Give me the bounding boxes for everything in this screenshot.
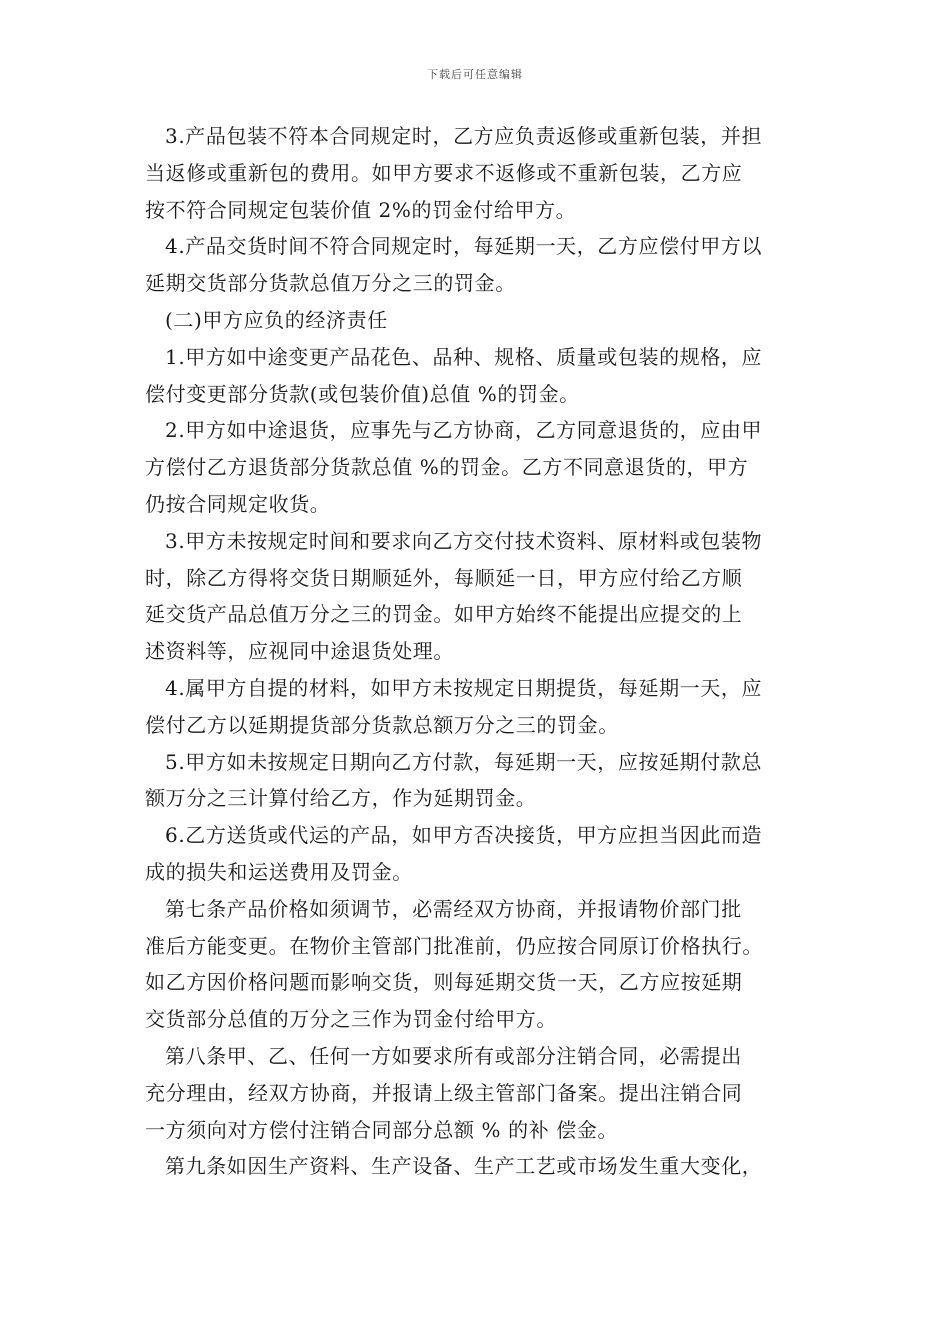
paragraph-line: 1.甲方如中途变更产品花色、品种、规格、质量或包装的规格，应 (165, 344, 763, 369)
paragraph (145, 817, 810, 891)
paragraph-line: 一方须向对方偿付注销合同部分总额 % 的补 偿金。 (145, 1117, 619, 1142)
paragraph-line: 如乙方因价格问题而影响交货，则每延期交货一天，乙方应按延期 (145, 970, 743, 995)
paragraph-line: 仍按合同规定收货。 (145, 491, 331, 516)
paragraph-line: 延交货产品总值万分之三的罚金。如甲方始终不能提出应提交的上 (145, 602, 743, 627)
paragraph-line: 交货部分总值的万分之三作为罚金付给甲方。 (145, 1007, 557, 1032)
paragraph-line: 按不符合同规定包装价值 2%的罚金付给甲方。 (145, 197, 577, 222)
paragraph-line: 5.甲方如未按规定日期向乙方付款，每延期一天，应按延期付款总 (165, 749, 763, 774)
document-body (145, 118, 810, 1185)
paragraph (145, 891, 810, 1038)
paragraph (145, 744, 810, 818)
paragraph-line: 偿付乙方以延期提货部分货款总额万分之三的罚金。 (145, 712, 619, 737)
paragraph (145, 118, 810, 228)
paragraph-line: 准后方能变更。在物价主管部门批准前，仍应按合同原订价格执行。 (145, 933, 763, 958)
paragraph-line: 第八条甲、乙、任何一方如要求所有或部分注销合同，必需提出 (165, 1043, 742, 1068)
paragraph-line: 6.乙方送货或代运的产品，如甲方否决接货，甲方应担当因此而造 (165, 823, 763, 848)
paragraph-line: 当返修或重新包的费用。如甲方要求不返修或不重新包装，乙方应 (145, 160, 743, 185)
paragraph-line: 4.属甲方自提的材料，如甲方未按规定日期提货，每延期一天，应 (165, 675, 763, 700)
paragraph-line: 3.甲方未按规定时间和要求向乙方交付技术资料、原材料或包装物 (165, 528, 763, 553)
paragraph-line: 延期交货部分货款总值万分之三的罚金。 (145, 271, 516, 296)
paragraph-line: 4.产品交货时间不符合同规定时，每延期一天，乙方应偿付甲方以 (165, 234, 763, 259)
paragraph-line: 成的损失和运送费用及罚金。 (145, 859, 413, 884)
paragraph-line: 第七条产品价格如须调节，必需经双方协商，并报请物价部门批 (165, 896, 742, 921)
paragraph-line: 述资料等，应视同中途退货处理。 (145, 639, 454, 664)
paragraph-line: 充分理由，经双方协商，并报请上级主管部门备案。提出注销合同 (145, 1080, 743, 1105)
paragraph-line: 3.产品包装不符本合同规定时，乙方应负责返修或重新包装，并担 (165, 124, 763, 148)
paragraph (145, 228, 810, 302)
paragraph-line: 时，除乙方得将交货日期顺延外，每顺延一日，甲方应付给乙方顺 (145, 565, 743, 590)
paragraph (145, 1148, 810, 1185)
paragraph (145, 302, 810, 339)
paragraph (145, 1038, 810, 1148)
paragraph-line: 方偿付乙方退货部分货款总值 %的罚金。乙方不同意退货的，甲方 (145, 455, 749, 480)
paragraph (145, 339, 810, 413)
page-header: 下载后可任意编辑 (427, 68, 523, 81)
paragraph (145, 523, 810, 670)
paragraph-line: 偿付变更部分货款(或包装价值)总值 %的罚金。 (145, 381, 580, 406)
paragraph (145, 670, 810, 744)
paragraph-line: 2.甲方如中途退货，应事先与乙方协商，乙方同意退货的，应由甲 (165, 418, 763, 443)
paragraph-line: (二)甲方应负的经济责任 (165, 307, 388, 332)
paragraph-line: 额万分之三计算付给乙方，作为延期罚金。 (145, 786, 537, 811)
paragraph-line: 第九条如因生产资料、生产设备、生产工艺或市场发生重大变化， (165, 1154, 763, 1179)
paragraph (145, 412, 810, 522)
